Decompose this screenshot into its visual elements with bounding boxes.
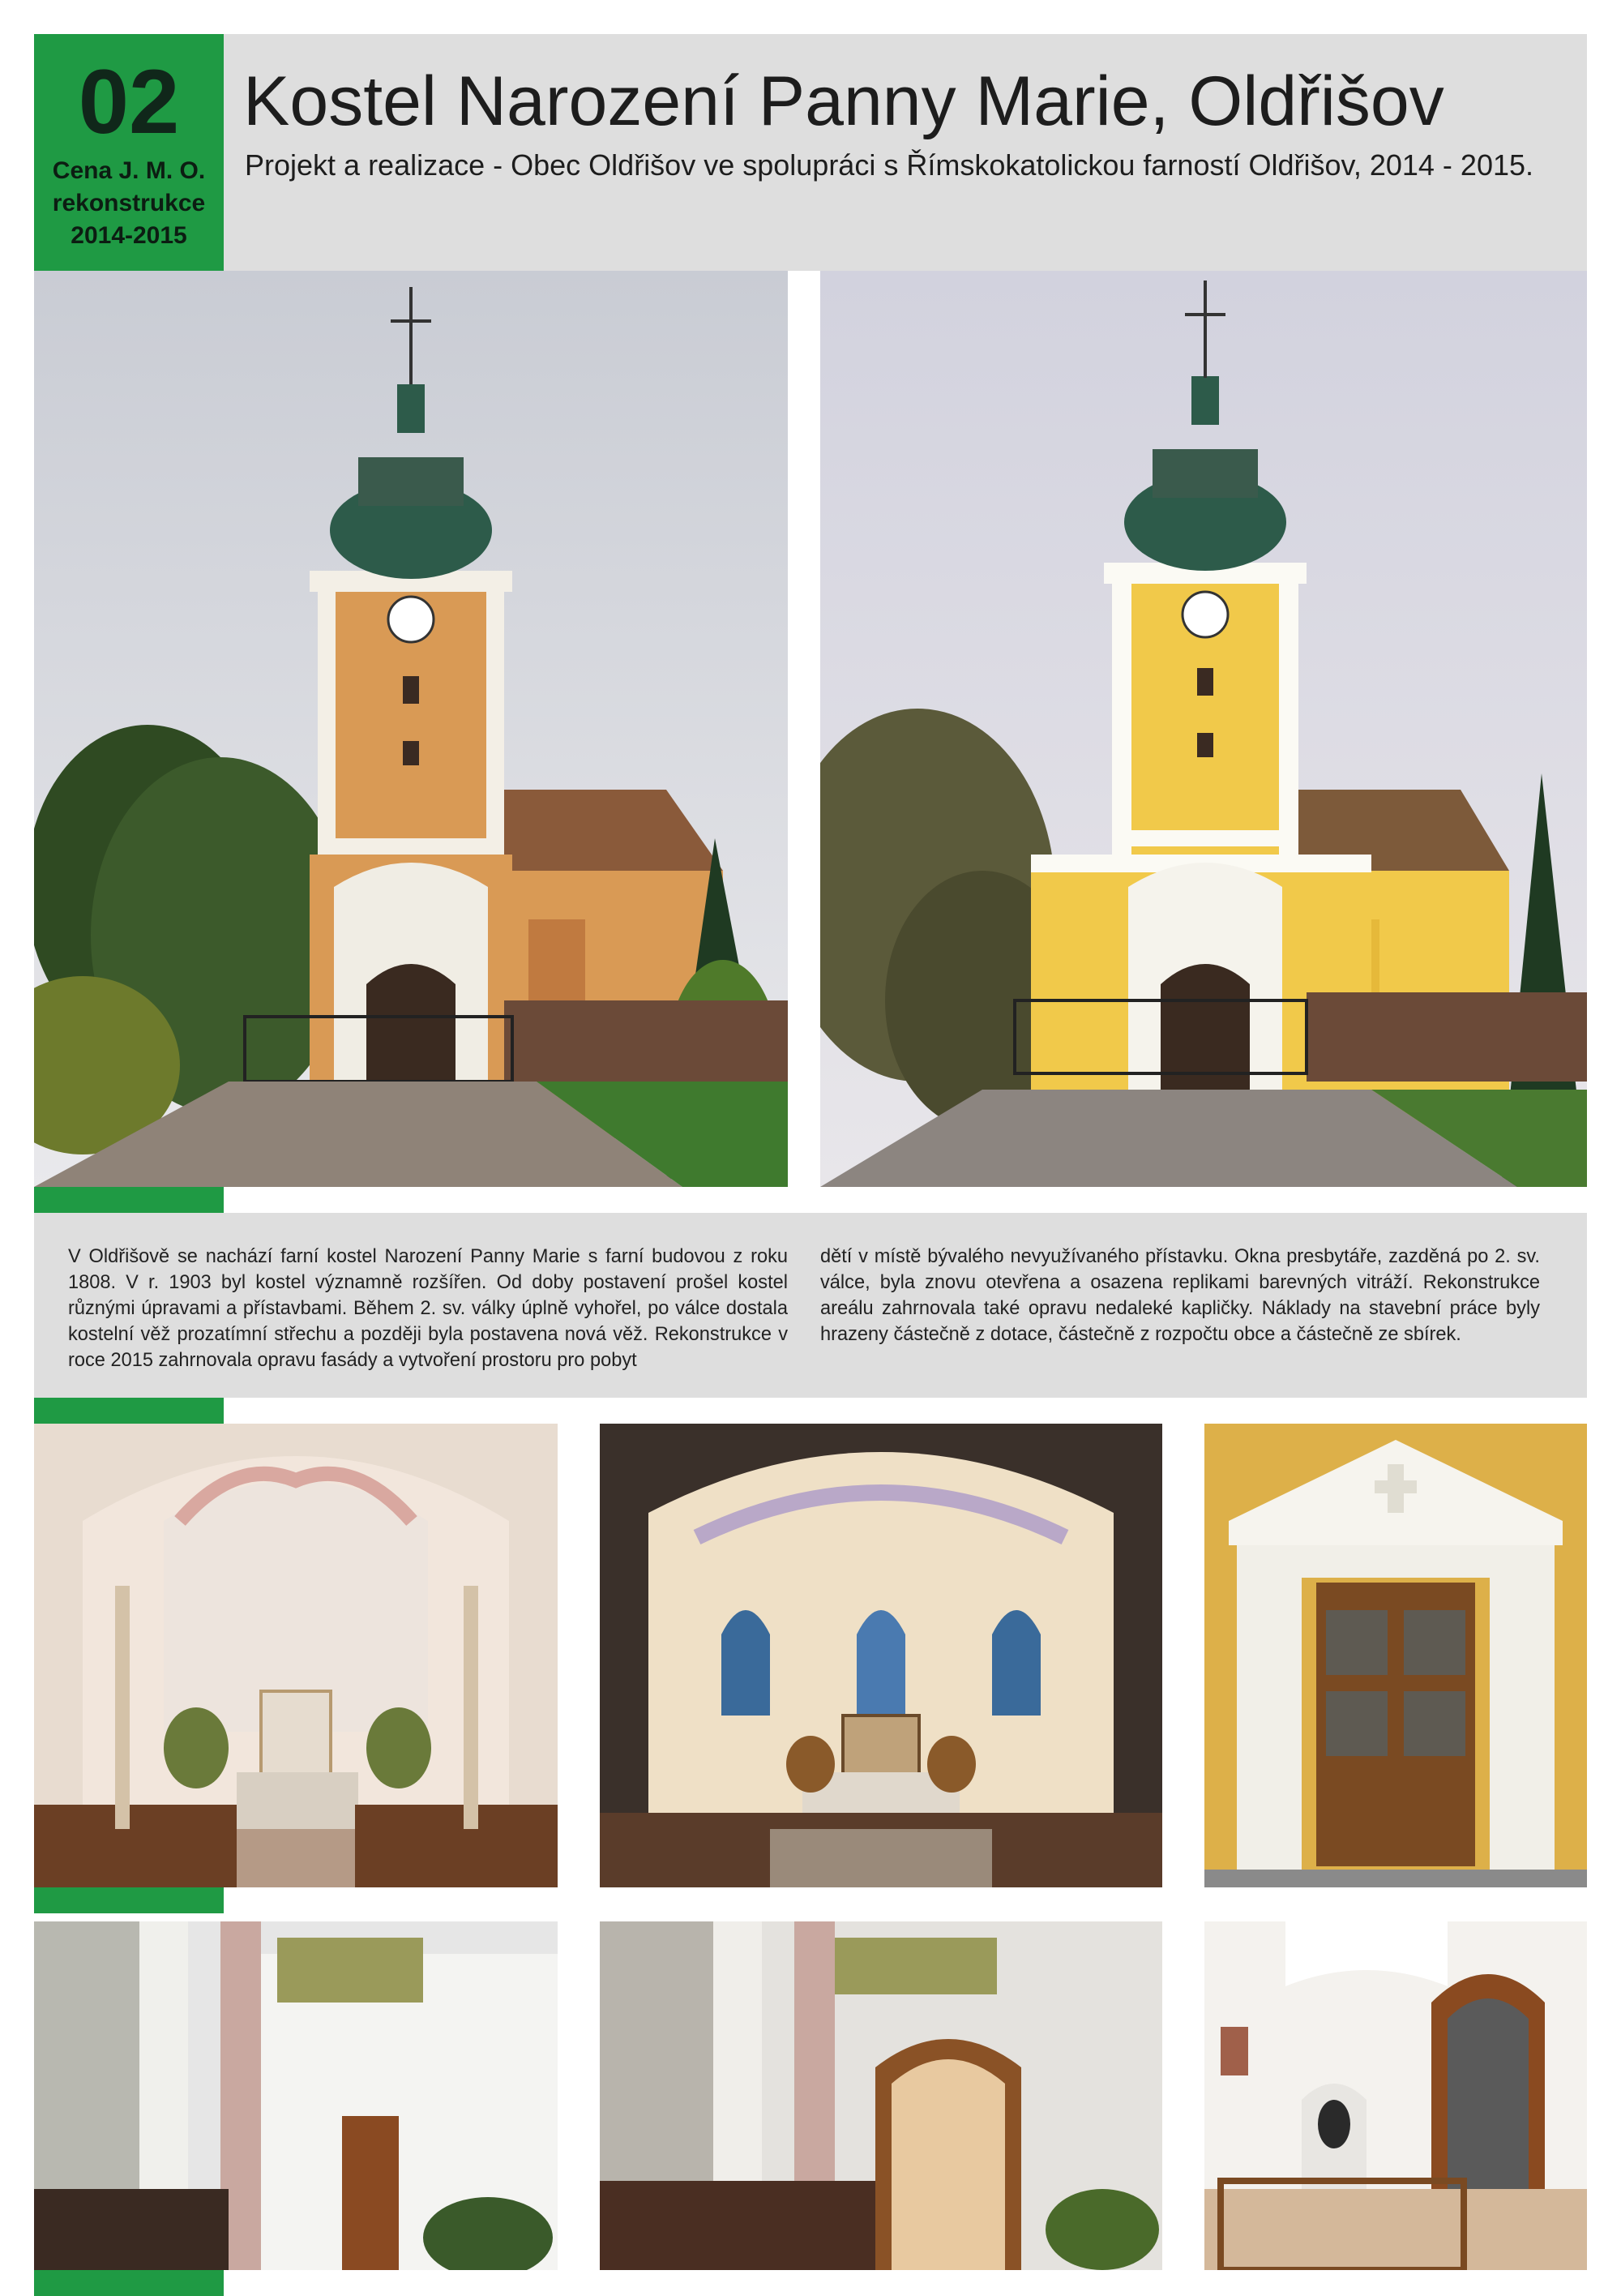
photo-exterior-after <box>820 271 1587 1187</box>
photo-children-room <box>1204 1921 1587 2270</box>
description-column-2: dětí v místě bývalého nevyužívaného přístavku. Okna presbytáře, zazděná po 2. sv. válce, byla znovu otevřena a osazena replikami barevných vitráží. Rekonstrukce areálu zahrnovala také opravu nedaleké kapličky. Náklady na stavební práce byly hrazeny částečně z dotace, částečně z rozpočtu obce a částečně ze sbírek. <box>820 1246 1540 1346</box>
photo-portal <box>1204 1424 1587 1887</box>
photo-exterior-before <box>34 271 788 1187</box>
page-title: Kostel Narození Panny Marie, Oldřišov <box>243 62 1444 140</box>
photo-annex-after <box>600 1921 1162 2270</box>
badge-years: 2014-2015 <box>71 222 187 249</box>
badge-number: 02 <box>78 51 180 152</box>
accent-bar <box>34 1887 224 1913</box>
description-column-1: V Oldřišově se nachází farní kostel Narození Panny Marie s farní budovou z roku 1808. V r. 1903 byl kostel významně rozšířen. Od doby postavení prošel kostel různými úpravami a přístavbami. Během 2. sv. války úplně vyhořel, po válce dostala kostelní věž prozatímní střechu a později byla postavena nová věž. Rekonstrukce v roce 2015 zahrnovala opravu fasády a vytvoření prostoru pro pobyt <box>68 1246 788 1372</box>
badge-award-name: Cena J. M. O. <box>52 157 206 184</box>
page-subtitle: Projekt a realizace - Obec Oldřišov ve spolupráci s Římskokatolickou farností Oldřišov, 2014 - 2015. <box>245 148 1534 182</box>
photo-interior-after <box>600 1424 1162 1887</box>
award-badge <box>34 34 224 271</box>
accent-bar <box>34 1398 224 1424</box>
photo-annex-before <box>34 1921 558 2270</box>
accent-bar <box>34 1187 224 1213</box>
badge-category: rekonstrukce <box>52 190 206 216</box>
photo-interior-before <box>34 1424 558 1887</box>
accent-bar <box>34 2270 224 2296</box>
